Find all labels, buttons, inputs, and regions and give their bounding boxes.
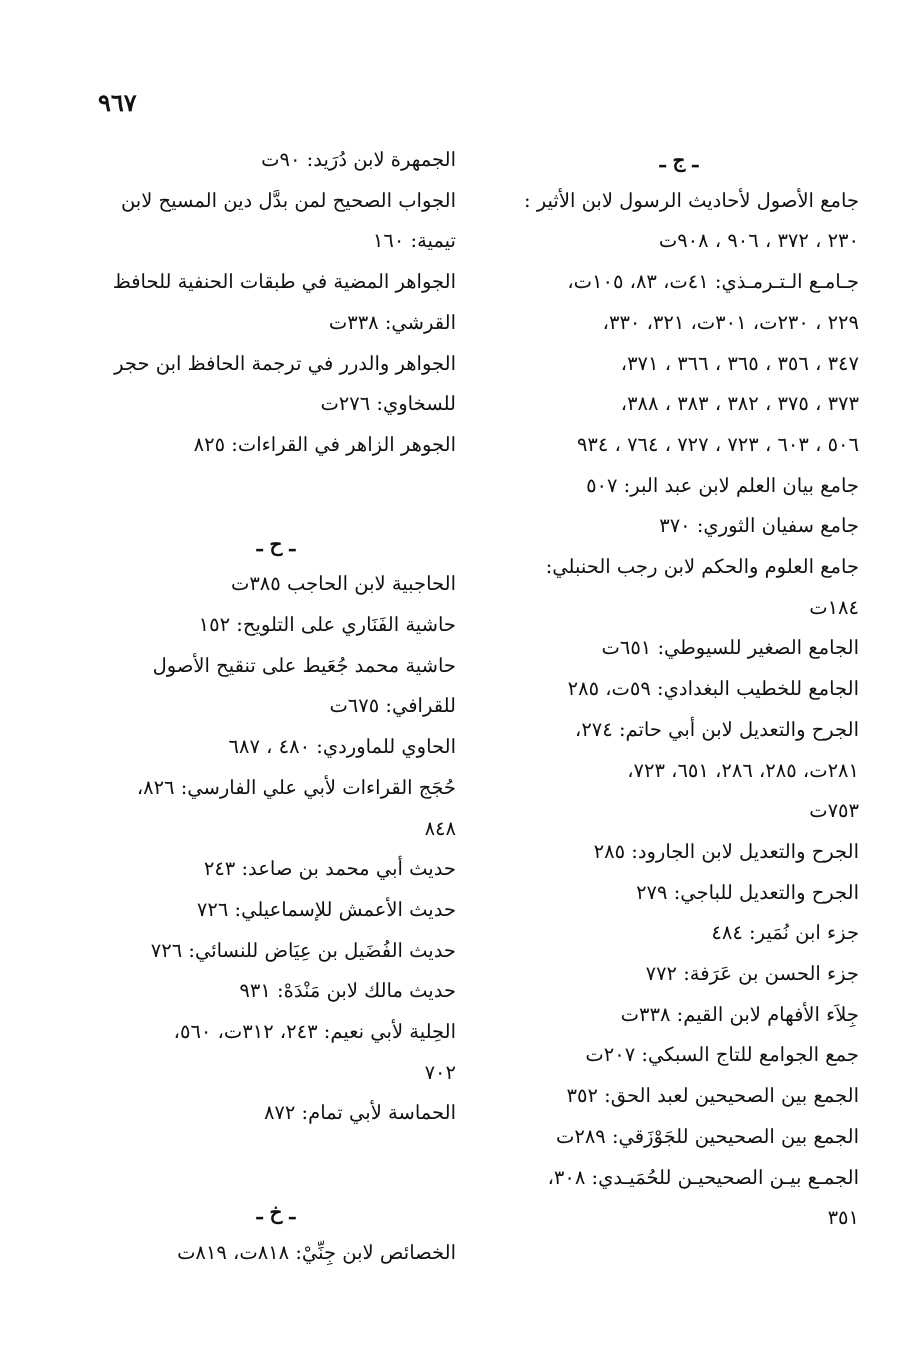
index-line: الجامع للخطيب البغدادي: ٥٩ت، ٢٨٥ [567,677,859,701]
index-line: حاشية محمد جُعَيط على تنقيح الأصول [152,653,456,677]
index-line: الجمـع بيـن الصحيحيـن للحُمَيـدي: ٣٠٨، [547,1165,859,1189]
index-line: الجوهر الزاهر في القراءات: ٨٢٥ [193,432,456,456]
index-line: الجرح والتعديل لابن أبي حاتم: ٢٧٤، [575,717,859,741]
index-line: الجرح والتعديل لابن الجارود: ٢٨٥ [593,839,859,863]
index-line: جزء ابن نُمَير: ٤٨٤ [711,921,859,945]
index-line: ٧٠٢ [424,1060,456,1084]
index-line: جزء الحسن بن عَرَفة: ٧٧٢ [645,962,859,986]
section-gap [96,1134,456,1192]
index-line: الحِلية لأبي نعيم: ٢٤٣، ٣١٢ت، ٥٦٠، [173,1020,456,1044]
index-line: حديث مالك لابن مَنْدَهْ: ٩٣١ [239,979,456,1003]
index-line: الحماسة لأبي تمام: ٨٧٢ [263,1101,456,1125]
index-line: جامع العلوم والحكم لابن رجب الحنبلي: [545,555,859,579]
index-line: الجرح والتعديل للباجي: ٢٧٩ [636,880,859,904]
index-line: الجواهر والدرر في ترجمة الحافظ ابن حجر [114,351,456,375]
index-column-right [499,140,859,1239]
index-line: ٣٤٧ ، ٣٥٦ ، ٣٦٥ ، ٣٦٦ ، ٣٧١، [620,351,859,375]
index-line: جامع سفيان الثوري: ٣٧٠ [659,514,859,538]
page-number: ٩٦٧ [98,88,137,117]
index-line: حُجَج القراءات لأبي علي الفارسي: ٨٢٦، [136,775,456,799]
index-line: الجمهرة لابن دُرَيد: ٩٠ت [261,148,456,171]
index-line: ٣٧٣ ، ٣٧٥ ، ٣٨٢ ، ٣٨٣ ، ٣٨٨، [620,392,859,416]
index-line: جامع بيان العلم لابن عبد البر: ٥٠٧ [586,473,859,497]
index-line: حديث الأعمش للإسماعيلي: ٧٢٦ [196,897,456,921]
index-line: ٧٥٣ت [809,799,859,823]
index-line: جِلاَء الأفهام لابن القيم: ٣٣٨ت [620,1002,859,1026]
index-line: جامع الأصول لأحاديث الرسول لابن الأثير : [524,188,859,212]
index-line: حديث أبي محمد بن صاعد: ٢٤٣ [203,857,456,881]
index-line: ٢٣٠ ، ٣٧٢ ، ٩٠٦ ، ٩٠٨ت [658,229,859,253]
index-line: جـامـع الـتـرمـذي: ٤١ت، ٨٣، ١٠٥ت، [567,270,859,294]
index-line: ٣٥١ [827,1206,859,1230]
section-header-ha: ـ ح ـ [256,531,296,556]
index-line: الجمع بين الصحيحين لعبد الحق: ٣٥٢ [566,1084,859,1108]
index-line: للقرافي: ٦٧٥ت [329,694,456,718]
index-line: ٥٠٦ ، ٦٠٣ ، ٧٢٣ ، ٧٢٧ ، ٧٦٤ ، ٩٣٤ [576,432,859,456]
index-line: ٢٨١ت، ٢٨٥، ٢٨٦، ٦٥١، ٧٢٣، [627,758,859,782]
index-line: الجمع بين الصحيحين للجَوْزَقي: ٢٨٩ت [555,1124,859,1148]
index-line: ١٨٤ت [809,595,859,619]
index-line: الحاجبية لابن الحاجب ٣٨٥ت [230,572,456,596]
index-line: الجواب الصحيح لمن بدَّل دين المسيح لابن [120,188,456,212]
index-line: الجامع الصغير للسيوطي: ٦٥١ت [601,636,859,660]
index-line: تيمية: ١٦٠ [372,229,456,253]
section-header-jim: ـ ج ـ [659,148,699,172]
index-line: الحاوي للماوردي: ٤٨٠ ، ٦٨٧ [228,735,456,759]
index-line: ٢٢٩ ، ٢٣٠ت، ٣٠١ت، ٣٢١، ٣٣٠، [602,310,859,334]
index-line: للسخاوي: ٢٧٦ت [320,392,456,416]
index-line: الجواهر المضية في طبقات الحنفية للحافظ [112,270,456,294]
index-column-left [96,140,456,1274]
section-gap [96,466,456,524]
index-line: حديث الفُضَيل بن عِيَاض للنسائي: ٧٢٦ [150,938,456,962]
section-header-kha: ـ خ ـ [256,1200,296,1225]
index-line: جمع الجوامع للتاج السبكي: ٢٠٧ت [585,1043,859,1067]
index-line: الخصائص لابن جِنِّيْ: ٨١٨ت، ٨١٩ت [177,1240,456,1264]
index-line: حاشية الفَنَاري على التلويح: ١٥٢ [198,613,456,637]
index-line: القرشي: ٣٣٨ت [328,310,456,334]
index-line: ٨٤٨ [424,816,456,840]
